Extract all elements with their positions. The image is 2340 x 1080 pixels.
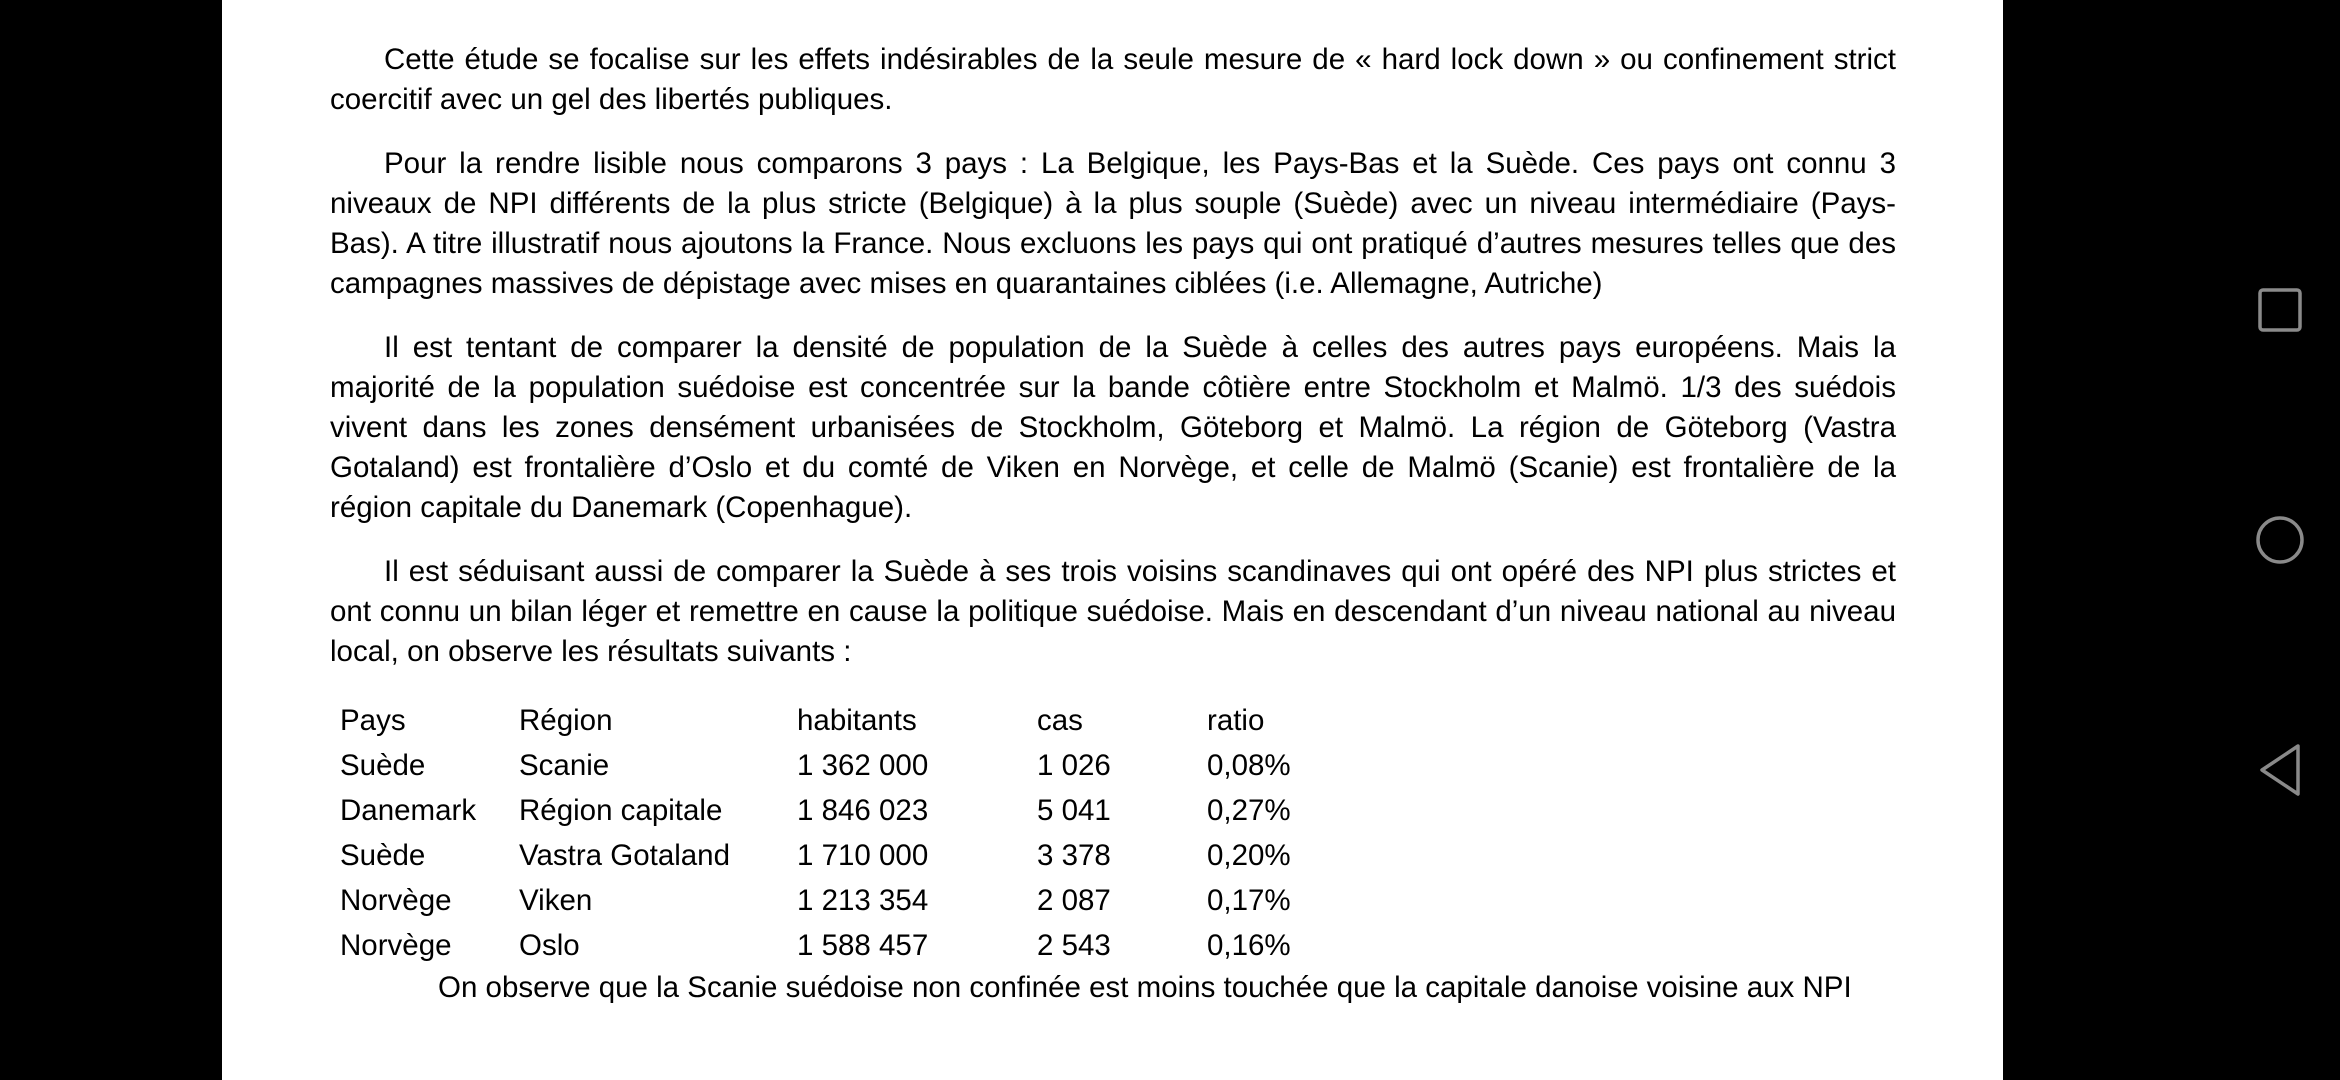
back-button[interactable] <box>2240 730 2320 810</box>
cell-pays: Suède <box>340 748 426 782</box>
table-row <box>340 833 1327 878</box>
cell-habitants: 1 362 000 <box>797 748 929 782</box>
cell-ratio: 0,16% <box>1207 928 1291 962</box>
paragraph-observation: On observe que la Scanie suédoise non confinée est moins touchée que la capitale danoise voisine aux NPI <box>438 971 1852 1004</box>
cell-region: Vastra Gotaland <box>519 838 730 872</box>
table-row <box>340 743 1327 788</box>
cases-table <box>340 698 1327 968</box>
cell-ratio: 0,27% <box>1207 793 1291 827</box>
cell-pays: Norvège <box>340 883 452 917</box>
header-ratio: ratio <box>1207 703 1265 737</box>
back-triangle-icon <box>2256 742 2304 798</box>
cell-pays: Danemark <box>340 793 477 827</box>
table-row <box>340 788 1327 833</box>
cell-cas: 3 378 <box>1037 838 1111 872</box>
header-cas: cas <box>1037 703 1083 737</box>
cell-cas: 2 087 <box>1037 883 1111 917</box>
home-circle-icon <box>2254 514 2306 566</box>
recents-button[interactable] <box>2240 270 2320 350</box>
home-button[interactable] <box>2240 500 2320 580</box>
cell-ratio: 0,08% <box>1207 748 1291 782</box>
cell-region: Viken <box>519 883 593 917</box>
table-row <box>340 878 1327 923</box>
left-letterbox <box>0 0 222 1080</box>
table-header-row <box>340 698 1327 743</box>
cell-habitants: 1 710 000 <box>797 838 929 872</box>
cell-ratio: 0,17% <box>1207 883 1291 917</box>
header-pays: Pays <box>340 703 406 737</box>
cell-region: Oslo <box>519 928 580 962</box>
cell-habitants: 1 846 023 <box>797 793 929 827</box>
cell-cas: 2 543 <box>1037 928 1111 962</box>
header-region: Région <box>519 703 613 737</box>
cell-region: Scanie <box>519 748 610 782</box>
paragraph-scandinavia: Il est séduisant aussi de comparer la Suède à ses trois voisins scandinaves qui ont opéré des NPI plus strictes et ont connu un bilan léger et remettre en cause la politique suédoise. Mais en descendant d’un niveau national au niveau local, on observe les résultats suivants : <box>330 555 1896 668</box>
cell-region: Région capitale <box>519 793 723 827</box>
document-page[interactable] <box>222 0 2003 1080</box>
document-content <box>330 40 1896 1032</box>
table-row <box>340 923 1327 968</box>
paragraph-intro: Cette étude se focalise sur les effets indésirables de la seule mesure de « hard lock down » ou confinement strict coercitif avec un gel des libertés publiques. <box>330 43 1896 116</box>
cell-cas: 5 041 <box>1037 793 1111 827</box>
cell-habitants: 1 213 354 <box>797 883 929 917</box>
cell-ratio: 0,20% <box>1207 838 1291 872</box>
paragraph-countries: Pour la rendre lisible nous comparons 3 pays : La Belgique, les Pays-Bas et la Suède. Ces pays ont connu 3 niveaux de NPI différents de la plus stricte (Belgique) à la plus souple (Suède) avec un niveau intermédiaire (Pays-Bas). A titre illustratif nous ajoutons la France. Nous excluons les pays qui ont pratiqué d’autres mesures telles que des campagnes massives de dépistage avec mises en quarantaines ciblées (i.e. Allemagne, Autriche) <box>330 147 1896 300</box>
recents-square-icon <box>2256 286 2304 334</box>
paragraph-density: Il est tentant de comparer la densité de population de la Suède à celles des autres pays européens. Mais la majorité de la population suédoise est concentrée sur la bande côtière entre Stockholm et Malmö. 1/3 des suédois vivent dans les zones densément urbanisées de Stockholm, Göteborg et Malmö. La région de Göteborg (Vastra Gotaland) est frontalière d’Oslo et du comté de Viken en Norvège, et celle de Malmö (Scanie) est frontalière de la région capitale du Danemark (Copenhague). <box>330 331 1896 524</box>
cell-cas: 1 026 <box>1037 748 1111 782</box>
header-habitants: habitants <box>797 703 917 737</box>
cell-pays: Norvège <box>340 928 452 962</box>
cell-pays: Suède <box>340 838 426 872</box>
cell-habitants: 1 588 457 <box>797 928 929 962</box>
